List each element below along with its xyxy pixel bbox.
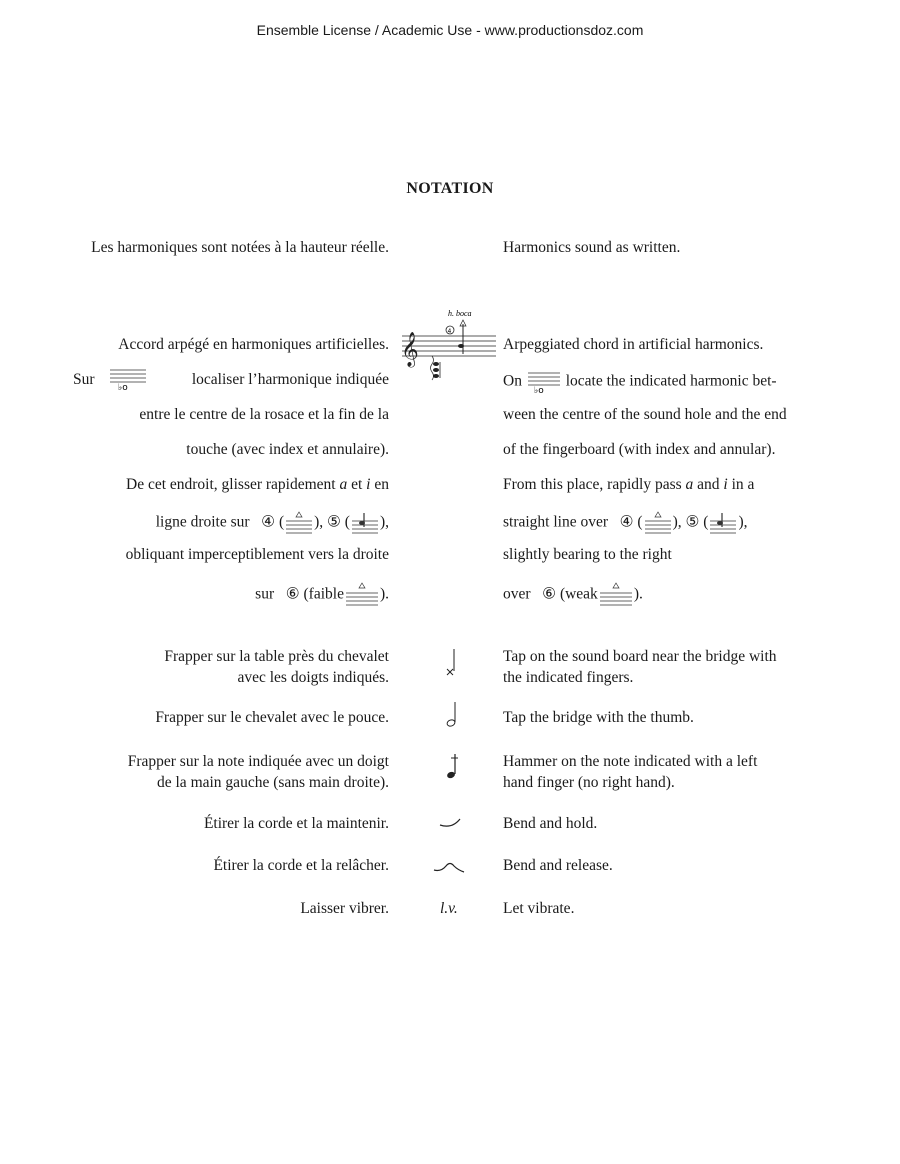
arpeggio-fr-line6: ligne droite sur ④ ( ), ⑤ ( ), (155, 513, 389, 531)
row-bend-release-fr: Étirer la corde et la relâcher. (213, 857, 389, 874)
arpeggio-fr-line5: De cet endroit, glisser rapidement a et i en (126, 476, 389, 493)
harmonics-fr: Les harmoniques sont notées à la hauteur réelle. (91, 239, 389, 256)
page-title: NOTATION (406, 180, 494, 197)
arpeggio-en-line8: over ⑥ (weak ). (503, 581, 643, 609)
arpeggio-fr-line2a: Sur (73, 371, 95, 388)
lv-symbol: l.v. (440, 900, 458, 917)
row-tap-soundboard-en: Tap on the sound board near the bridge with the indicated fingers. (503, 648, 777, 686)
arpeggio-en-line5: From this place, rapidly pass a and i in a (503, 476, 755, 493)
arpeggio-en-line3: ween the centre of the sound hole and the end (503, 406, 787, 423)
arpeggio-fr-line2b: localiser l’harmonique indiquée (191, 371, 389, 388)
svg-text:4: 4 (447, 328, 452, 335)
bend-release-icon (432, 858, 468, 881)
arpeggio-en-line2: On ♭o locate the indicated harmonic bet- (503, 371, 777, 393)
page-header: Ensemble License / Academic Use - www.productionsdoz.com (256, 22, 644, 38)
bend-hold-icon (438, 815, 464, 836)
row-let-vibrate-en: Let vibrate. (503, 900, 575, 917)
arpeggio-en-line6: straight line over ④ ( ), ⑤ ( ), (503, 513, 748, 531)
row-bend-release-en: Bend and release. (503, 857, 613, 874)
arpeggio-fr-line1: Accord arpégé en harmoniques artificielles. (118, 336, 389, 353)
harmonics-en: Harmonics sound as written. (503, 239, 681, 256)
staff-mini-icon (108, 368, 148, 395)
tap-bridge-note-icon (444, 700, 460, 735)
arpeggio-fr-line8: sur ⑥ (faible ). (255, 581, 389, 609)
row-tap-bridge-fr: Frapper sur le chevalet avec le pouce. (155, 709, 389, 726)
row-hammer-on-fr: Frapper sur la note indiquée avec un doigt de la main gauche (sans main droite). (127, 753, 389, 791)
hammer-on-note-icon (444, 752, 460, 787)
arpeggio-en-line7: slightly bearing to the right (503, 546, 672, 563)
row-hammer-on-en: Hammer on the note indicated with a left hand finger (no right hand). (503, 753, 758, 791)
h-boca-marking: h. boca (448, 309, 472, 318)
row-bend-hold-en: Bend and hold. (503, 815, 598, 832)
row-tap-bridge-en: Tap the bridge with the thumb. (503, 709, 694, 726)
row-tap-soundboard-fr: Frapper sur la table près du chevalet avec les doigts indiqués. (164, 648, 389, 686)
arpeggio-fr-line3: entre le centre de la rosace et la fin de la (139, 406, 389, 423)
svg-text:♭o: ♭o (533, 386, 544, 393)
treble-clef-icon: 𝄞 (401, 332, 419, 367)
arpeggio-harmonics-example (400, 306, 500, 391)
row-let-vibrate-fr: Laisser vibrer. (300, 900, 389, 917)
arpeggio-fr-line7: obliquant imperceptiblement vers la droite (125, 546, 389, 563)
arpeggio-fr-line4: touche (avec index et annulaire). (186, 441, 389, 458)
row-bend-hold-fr: Étirer la corde et la maintenir. (203, 815, 389, 832)
svg-text:♭o: ♭o (118, 383, 128, 390)
tap-soundboard-note-icon (444, 647, 460, 686)
arpeggio-en-line1: Arpeggiated chord in artificial harmonics. (503, 336, 764, 353)
arpeggio-en-line4: of the fingerboard (with index and annular). (503, 441, 776, 458)
